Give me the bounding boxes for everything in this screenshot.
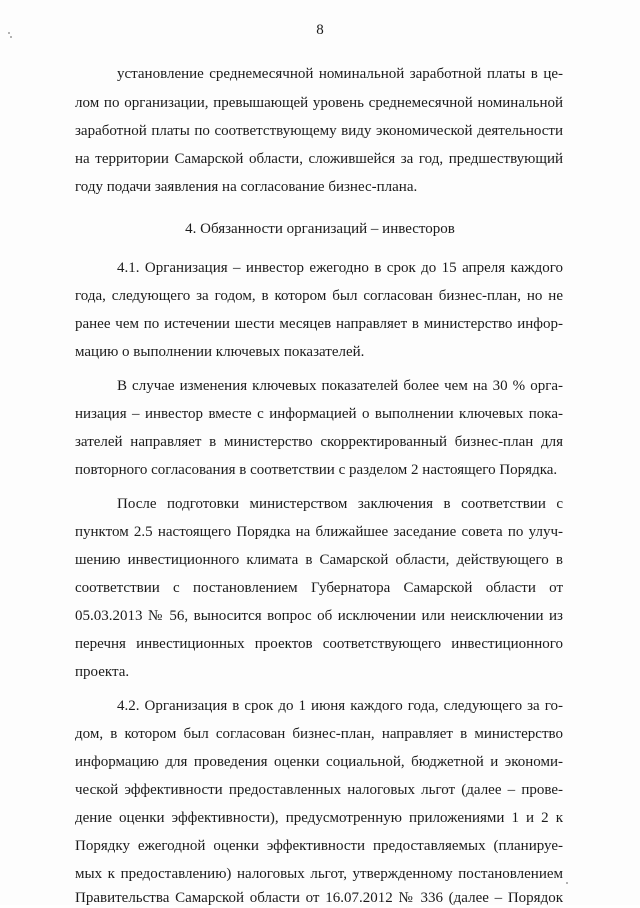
text-line: году подачи заявления на согласование бизнес-плана. xyxy=(75,179,418,195)
section-heading: 4. Обязанности организаций – инвесторов xyxy=(185,221,455,237)
text-line: на территории Самарской области, сложившейся за год, предшествующий xyxy=(75,151,563,167)
text-line: Правительства Самарской области от 16.07.2012 № 336 (далее – Порядок xyxy=(75,890,563,906)
text-line: лом по организации, превышающей уровень среднемесячной номинальной xyxy=(75,95,563,111)
text-line: Порядку ежегодной оценки эффективности предоставляемых (планируе- xyxy=(75,838,563,854)
text-line: заработной платы по соответствующему виду экономической деятельности xyxy=(75,123,563,139)
text-line: дение оценки эффективности), предусмотренную приложениями 1 и 2 к xyxy=(75,810,563,826)
text-line: установление среднемесячной номинальной заработной платы в це- xyxy=(117,66,563,82)
text-line: низация – инвестор вместе с информацией о выполнении ключевых пока- xyxy=(75,406,563,422)
text-line: 4.2. Организация в срок до 1 июня каждого года, следующего за го- xyxy=(117,698,563,714)
text-line: ческой эффективности предоставленных налоговых льгот (далее – прове- xyxy=(75,782,563,798)
text-line: дом, в котором был согласован бизнес-план, направляет в министерство xyxy=(75,726,563,742)
text-line: 4.1. Организация – инвестор ежегодно в срок до 15 апреля каждого xyxy=(117,260,563,276)
scan-dot xyxy=(566,882,568,884)
text-line: ранее чем по истечении шести месяцев направляет в министерство инфор- xyxy=(75,316,563,332)
text-line: проекта. xyxy=(75,664,130,680)
scan-dot xyxy=(8,32,10,34)
text-line: года, следующего за годом, в котором был согласован бизнес-план, но не xyxy=(75,288,563,304)
text-line: повторного согласования в соответствии с разделом 2 настоящего Порядка. xyxy=(75,462,558,478)
text-line: 05.03.2013 № 56, выносится вопрос об исключении или неисключении из xyxy=(75,608,563,624)
page-number: 8 xyxy=(316,22,324,38)
text-line: перечня инвестиционных проектов соответствующего инвестиционного xyxy=(75,636,563,652)
text-line: После подготовки министерством заключения в соответствии с xyxy=(117,496,563,512)
text-line: соответствии с постановлением Губернатора Самарской области от xyxy=(75,580,563,596)
scan-dot xyxy=(10,36,12,38)
text-line: В случае изменения ключевых показателей более чем на 30 % орга- xyxy=(117,378,563,394)
text-line: пунктом 2.5 настоящего Порядка на ближайшее заседание совета по улуч- xyxy=(75,524,563,540)
text-line: информацию для проведения оценки социальной, бюджетной и экономи- xyxy=(75,754,563,770)
text-line: мацию о выполнении ключевых показателей. xyxy=(75,344,365,360)
text-line: зателей направляет в министерство скорректированный бизнес-план для xyxy=(75,434,563,450)
text-line: мых к предоставлению) налоговых льгот, утвержденному постановлением xyxy=(75,866,563,882)
text-line: шению инвестиционного климата в Самарской области, действующего в xyxy=(75,552,563,568)
